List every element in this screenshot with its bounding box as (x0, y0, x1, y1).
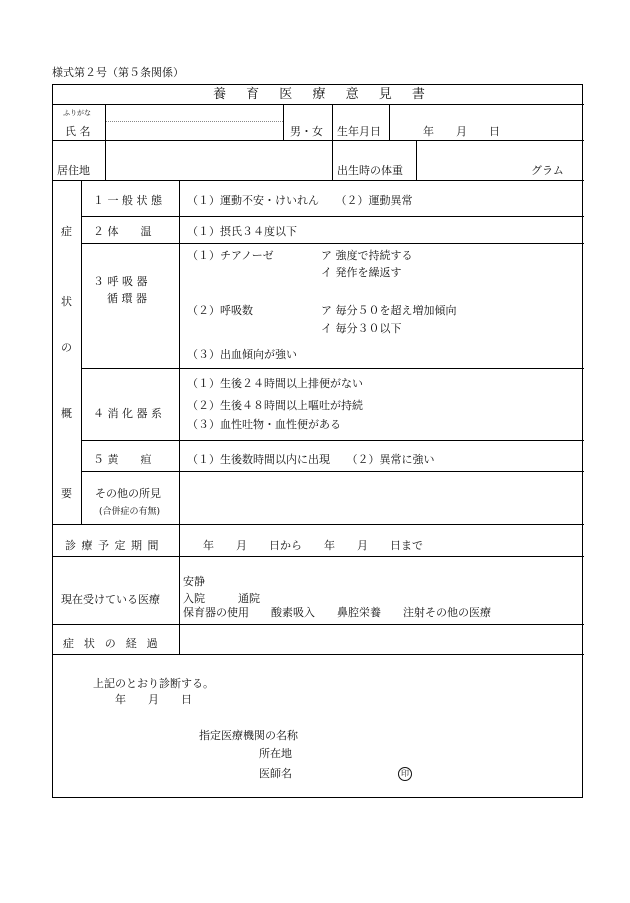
medical-opinion-form (52, 84, 583, 798)
seal-icon: 印 (398, 767, 412, 781)
weight-unit: グラム (531, 164, 564, 177)
side-label-char: 概 (61, 407, 72, 420)
jaundice-options[interactable]: （１）生後数時間以内に出現 （２）異常に強い (187, 453, 435, 466)
cyanosis-sub-b[interactable]: イ 発作を繰返す (321, 266, 402, 279)
treatment-period-label: 診療予定期間 (65, 539, 164, 552)
resp-rate-sub-b[interactable]: イ 毎分３０以下 (321, 322, 402, 335)
divider (179, 556, 180, 624)
declaration-date[interactable]: 年 月 日 (115, 693, 192, 706)
divider (179, 624, 180, 654)
birth-weight-label: 出生時の体重 (337, 164, 403, 177)
side-label-char: 症 (61, 225, 72, 238)
doctor-name-label: 医師名 (259, 767, 292, 780)
treatment-period-value[interactable]: 年 月 日から 年 月 日まで (203, 539, 423, 552)
general-condition-label: １ 一 般 状 態 (93, 194, 162, 207)
cyanosis-option[interactable]: （１）チアノーゼ (187, 249, 274, 262)
complications-label: (合併症の有無) (99, 507, 161, 517)
divider (416, 140, 417, 180)
form-title: 養育医療意見書 (213, 87, 446, 102)
divider (389, 104, 390, 140)
furigana-label: ふりがな (63, 109, 91, 117)
diagnosis-statement: 上記のとおり診断する。 (93, 677, 214, 690)
address-label: 居住地 (57, 164, 90, 177)
jaundice-label: ５ 黄 疸 (93, 453, 152, 466)
bleeding-option[interactable]: （３）出血傾向が強い (187, 348, 297, 361)
resp-rate-option[interactable]: （２）呼吸数 (187, 304, 253, 317)
body-temp-label: ２ 体 温 (93, 225, 152, 238)
side-label-char: 状 (61, 295, 72, 308)
divider (81, 243, 584, 244)
divider (179, 180, 180, 524)
side-label-char: 要 (61, 487, 72, 500)
digestive-option-1[interactable]: （１）生後２４時間以上排便がない (187, 377, 363, 390)
other-findings-label: その他の所見 (95, 487, 161, 500)
birthdate-label: 生年月日 (337, 125, 381, 138)
divider (53, 180, 584, 181)
current-care-rest[interactable]: 安静 (183, 575, 205, 588)
institution-location-label: 所在地 (259, 747, 292, 760)
name-label: 氏 名 (65, 125, 91, 138)
divider (81, 440, 584, 441)
respiratory-label: ３ 呼 吸 器 (93, 275, 148, 288)
divider (53, 524, 584, 525)
digestive-option-3[interactable]: （３）血性吐物・血性便がある (187, 418, 341, 431)
divider (53, 556, 584, 557)
circulatory-label: 循 環 器 (107, 292, 147, 305)
sex-selector[interactable]: 男・女 (290, 125, 323, 138)
divider (81, 216, 584, 217)
side-label-char: の (61, 341, 72, 354)
divider (332, 140, 333, 180)
digestive-option-2[interactable]: （２）生後４８時間以上嘔吐が持続 (187, 399, 363, 412)
institution-name-label: 指定医療機関の名称 (199, 729, 298, 742)
divider (105, 140, 106, 180)
divider (53, 104, 584, 105)
digestive-label: ４ 消 化 器 系 (93, 407, 162, 420)
divider (283, 104, 284, 140)
body-temp-options[interactable]: （１）摂氏３４度以下 (187, 225, 297, 238)
current-care-inout[interactable]: 入院 通院 (183, 592, 260, 605)
cyanosis-sub-a[interactable]: ア 強度で持続する (321, 249, 413, 262)
current-care-label: 現在受けている医療 (61, 593, 160, 606)
general-condition-options[interactable]: （１）運動不安・けいれん （２）運動異常 (187, 194, 413, 207)
divider (53, 654, 584, 655)
resp-rate-sub-a[interactable]: ア 毎分５０を超え増加傾向 (321, 304, 457, 317)
divider (179, 524, 180, 556)
divider (81, 180, 82, 524)
symptom-progress-label: 症状の経過 (63, 637, 168, 650)
divider (53, 140, 584, 141)
form-number-label: 様式第２号（第５条関係） (52, 66, 184, 79)
divider (53, 624, 584, 625)
current-care-treatments[interactable]: 保育器の使用 酸素吸入 鼻腔栄養 注射その他の医療 (183, 606, 491, 619)
birthdate-field[interactable]: 年 月 日 (423, 125, 500, 138)
divider (81, 368, 584, 369)
divider (332, 104, 333, 140)
furigana-divider (105, 121, 283, 122)
divider (105, 104, 106, 140)
divider (81, 471, 584, 472)
